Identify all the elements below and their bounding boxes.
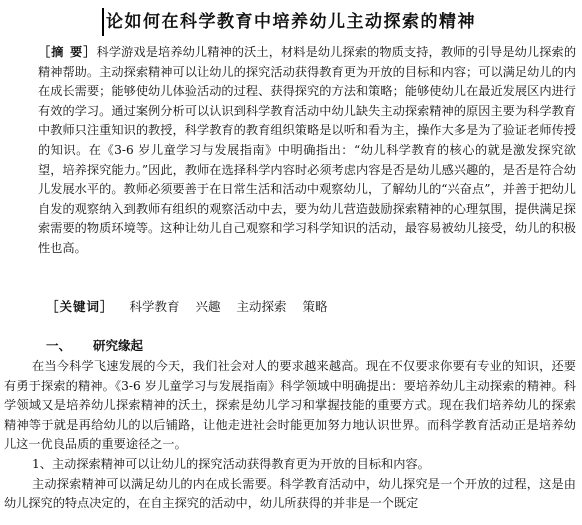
subheading-text: 1、主动探索精神可以让幼儿的探究活动获得教育更为开放的目标和内容。	[32, 456, 430, 471]
keyword-item: 策略	[302, 299, 328, 314]
section-title: 研究缘起	[93, 338, 144, 353]
paragraph-text-2: 主动探索精神可以满足幼儿的内在成长需要。科学教育活动中，幼儿探究是一个开放的过程，这是由幼儿探究的特点决定的，在自主探究的活动中，幼儿所获得的并非是一个既定	[4, 476, 576, 511]
abstract-paragraph	[4, 43, 576, 259]
abstract-label: ［摘 要］	[38, 45, 97, 59]
body-paragraph	[4, 357, 576, 514]
keyword-item: 主动探索	[236, 299, 287, 314]
keywords-label: ［关键词］	[46, 299, 114, 314]
paragraph-text: 在当今科学飞速发展的今天，我们社会对人的要求越来越高。现在不仅要求你要有专业的知识，还要有勇于探索的精神。《3-6 岁儿童学习与发展指南》科学领域中明确提出：要培养幼儿主动探索的精神。科学领域又是培养幼儿探索精神的沃土，探索是幼儿学习和掌握技能的重要方式。现在我们培养幼儿的探索精神等于就是再给幼儿的以后铺路，让他走进社会时能更加努力地认识世界。而科学教育活动正是培养幼儿这一优良品质的重要途径之一。	[4, 359, 576, 452]
keyword-item: 兴趣	[195, 299, 221, 314]
section-number: 一、	[46, 338, 72, 353]
keyword-item: 科学教育	[129, 299, 180, 314]
abstract-text: 科学游戏是培养幼儿精神的沃土，材料是幼儿探索的物质支持，教师的引导是幼儿探索的精神帮助。主动探索精神可以让幼儿的探究活动获得教育更为开放的目标和内容；可以满足幼儿的内在成长需要；能够使幼儿体验活动的过程、获得探究的方法和策略；能够使幼儿在最近发展区内进行有效的学习。通过案例分析可以认识到科学教育活动中幼儿缺失主动探索精神的原因主要为科学教育中教师只注重知识的教授，科学教育的教育组织策略是以听和看为主，操作大多是为了验证老师传授的知识。在《3-6 岁儿童学习与发展指南》中明确指出：“幼儿科学教育的核心的就是激发探究欲望，培养探究能力。”因此，教师在选择科学内容时必须考虑内容是否是幼儿感兴趣的，是否是符合幼儿发展水平的。教师必须要善于在日常生活和活动中观察幼儿，了解幼儿的“兴奋点”，并善于把幼儿自发的观察纳入到教师有组织的观察活动中去，要为幼儿营造鼓励探索精神的心理氛围，提供满足探索需要的物质环境等。这种让幼儿自己观察和学习科学知识的活动，最容易被幼儿接受，幼儿的积极性也高。	[38, 45, 577, 255]
text-cursor	[102, 8, 104, 36]
section-heading	[46, 336, 143, 356]
keywords-line	[46, 297, 328, 317]
document-title: 论如何在科学教育中培养幼儿主动探索的精神	[106, 12, 476, 32]
